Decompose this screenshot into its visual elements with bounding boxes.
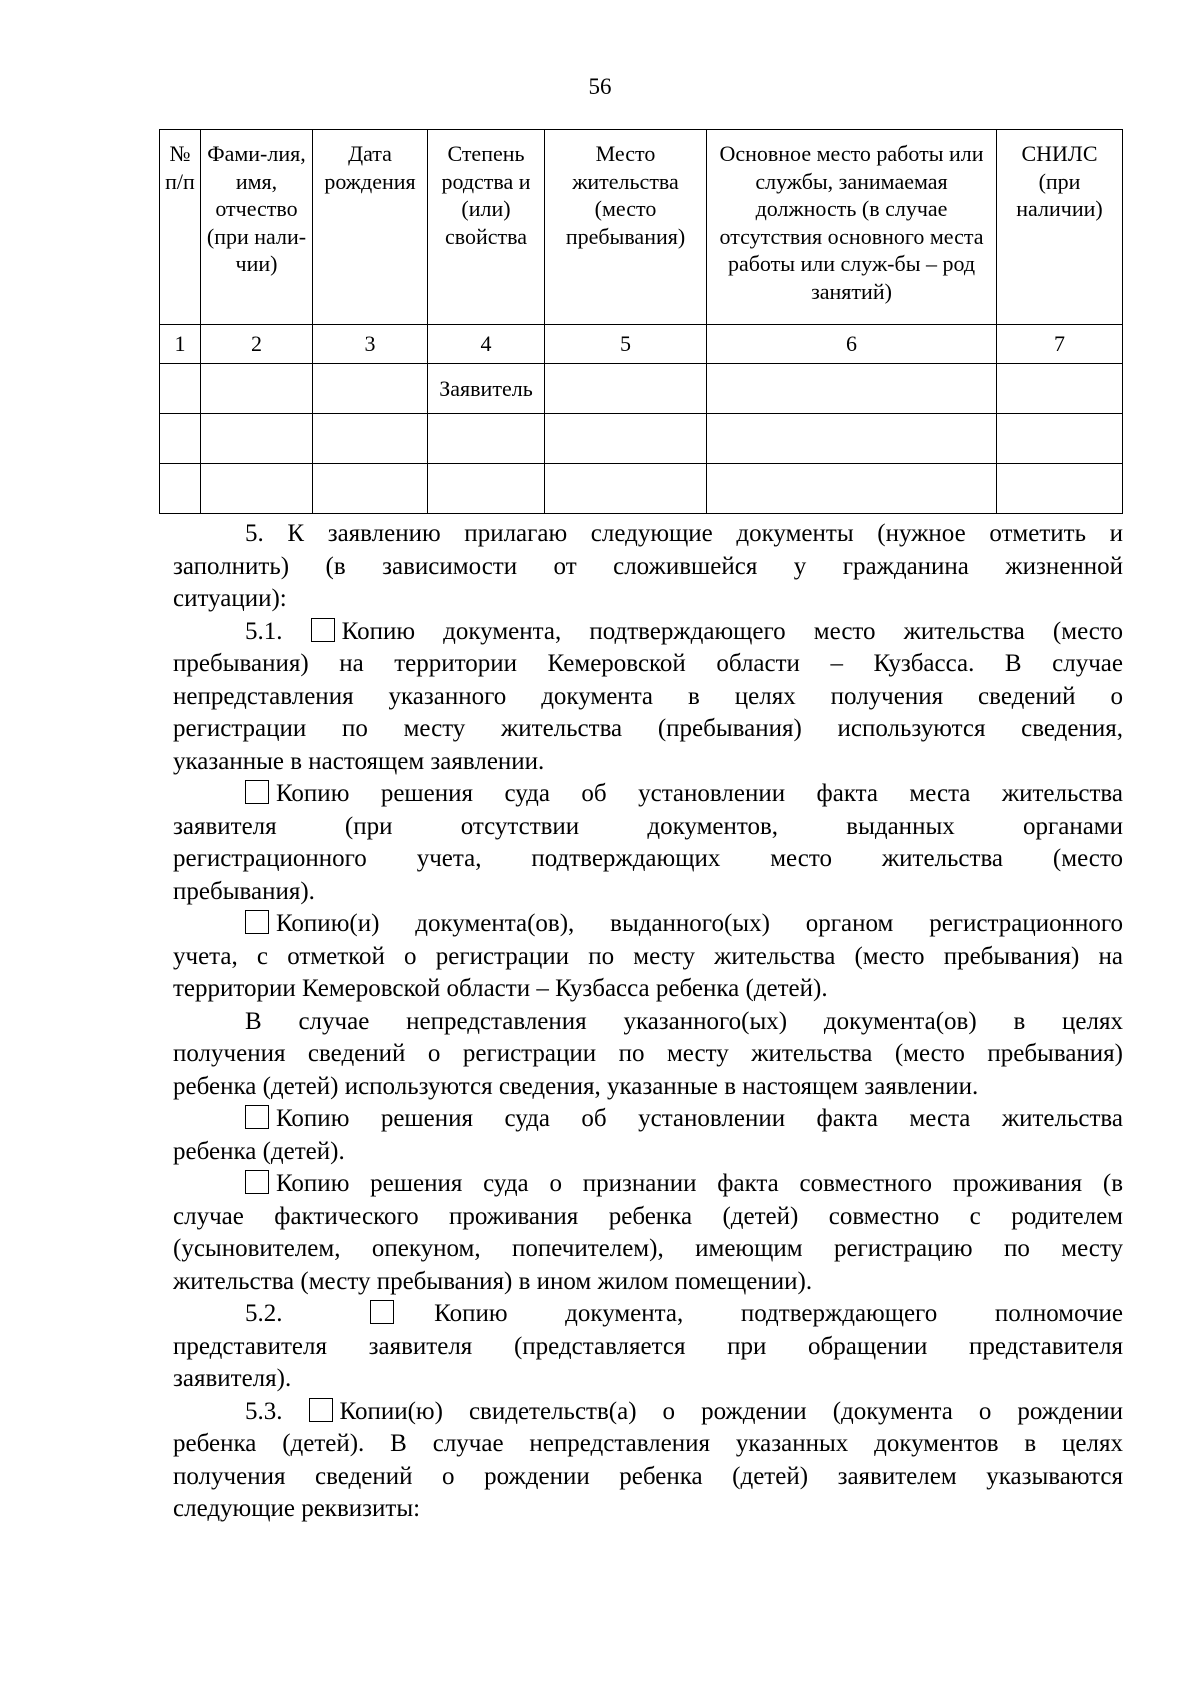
header-residence: Место жительства (место пребывания) bbox=[545, 130, 707, 325]
table-cell bbox=[997, 364, 1123, 414]
court-cohabitation-checkbox[interactable] bbox=[245, 1170, 269, 1194]
child-registration-checkbox[interactable] bbox=[245, 910, 269, 934]
column-number: 7 bbox=[997, 325, 1123, 364]
column-number: 1 bbox=[160, 325, 201, 364]
item-5-2-number: 5.2. bbox=[245, 1300, 283, 1327]
item-5-1: 5.1. Копию документа, подтверждающего место жительства (место пребывания) на территории Кемеровской области – Кузбасса. В случае непредставления указанного документа в целях получения сведений о регистрации по месту жительства (пребывания) используются сведения, указанные в настоящем заявлении. bbox=[173, 617, 1123, 775]
section-5-intro: 5. К заявлению прилагаю следующие документы (нужное отметить и заполнить) (в зависимости от сложившейся у гражданина жизненной ситуации): bbox=[173, 520, 1123, 612]
table-cell bbox=[545, 414, 707, 464]
attachments-section bbox=[173, 518, 1123, 1526]
item-5-3: 5.3. Копии(ю) свидетельств(а) о рождении (документа о рождении ребенка (детей). В случае непредставления указанных документов в целях получения сведений о рождении ребенка (детей) заявителем указываются следующие реквизиты: bbox=[173, 1397, 1124, 1522]
table-cell bbox=[313, 414, 428, 464]
column-number: 3 bbox=[313, 325, 428, 364]
column-number: 5 bbox=[545, 325, 707, 364]
item-child-registration: Копию(и) документа(ов), выданного(ых) органом регистрационного учета, с отметкой о регистрации по месту жительства (место пребывания) на территории Кемеровской области – Кузбасса ребенка (детей). bbox=[173, 910, 1123, 1002]
table-cell bbox=[201, 414, 313, 464]
column-number-row bbox=[160, 325, 1123, 364]
item-court-cohabitation: Копию решения суда о признании факта совместного проживания (в случае фактического проживания ребенка (детей) совместно с родителем (усыновителем, опекуном, попечителем), имеющим регистрацию по месту жительства (месту пребывания) в ином жилом помещении). bbox=[173, 1170, 1123, 1295]
item-5-3-number: 5.3. bbox=[245, 1397, 283, 1425]
header-number: № п/п bbox=[160, 130, 201, 325]
table-cell bbox=[428, 414, 545, 464]
column-number: 4 bbox=[428, 325, 545, 364]
table-row bbox=[160, 464, 1123, 514]
court-residence-checkbox[interactable] bbox=[245, 780, 269, 804]
table-cell bbox=[997, 414, 1123, 464]
residence-document-checkbox[interactable] bbox=[311, 618, 335, 642]
table-cell bbox=[313, 364, 428, 414]
table-cell: Заявитель bbox=[428, 364, 545, 414]
family-members-table bbox=[159, 129, 1123, 514]
table-cell bbox=[201, 364, 313, 414]
table-cell bbox=[201, 464, 313, 514]
table-header-row bbox=[160, 130, 1123, 325]
table-row bbox=[160, 364, 1123, 414]
court-child-checkbox[interactable] bbox=[245, 1105, 269, 1129]
header-birth-date: Дата рождения bbox=[313, 130, 428, 325]
table-cell bbox=[707, 414, 997, 464]
column-number: 2 bbox=[201, 325, 313, 364]
table-cell bbox=[997, 464, 1123, 514]
page-number: 56 bbox=[588, 74, 612, 99]
table-cell bbox=[160, 414, 201, 464]
table-row bbox=[160, 414, 1123, 464]
table-cell bbox=[160, 364, 201, 414]
header-relationship: Степень родства и (или) свойства bbox=[428, 130, 545, 325]
header-full-name: Фами-лия, имя, отчество (при нали-чии) bbox=[201, 130, 313, 325]
table-cell bbox=[707, 464, 997, 514]
header-workplace: Основное место работы или службы, занимаемая должность (в случае отсутствия основного места работы или служ-бы – род занятий) bbox=[707, 130, 997, 325]
table-cell bbox=[160, 464, 201, 514]
birth-certificate-checkbox[interactable] bbox=[309, 1398, 333, 1422]
column-number: 6 bbox=[707, 325, 997, 364]
item-court-residence: Копию решения суда об установлении факта места жительства заявителя (при отсутствии документов, выданных органами регистрационного учета, подтверждающих место жительства (место пребывания). bbox=[173, 780, 1123, 905]
table-cell bbox=[707, 364, 997, 414]
table-cell bbox=[428, 464, 545, 514]
item-court-child: Копию решения суда об установлении факта места жительства ребенка (детей). bbox=[173, 1105, 1123, 1165]
table-cell bbox=[545, 364, 707, 414]
table-cell bbox=[313, 464, 428, 514]
note-nonsubmission: В случае непредставления указанного(ых) документа(ов) в целях получения сведений о регистрации по месту жительства (место пребывания) ребенка (детей) используются сведения, указанные в настоящем заявлении. bbox=[173, 1007, 1123, 1100]
representative-authority-checkbox[interactable] bbox=[370, 1300, 394, 1324]
table-cell bbox=[545, 464, 707, 514]
item-5-2: 5.2. Копию документа, подтверждающего полномочие представителя заявителя (представляется при обращении представителя заявителя). bbox=[173, 1300, 1123, 1392]
item-5-1-number: 5.1. bbox=[245, 617, 283, 645]
header-snils: СНИЛС (при наличии) bbox=[997, 130, 1123, 325]
